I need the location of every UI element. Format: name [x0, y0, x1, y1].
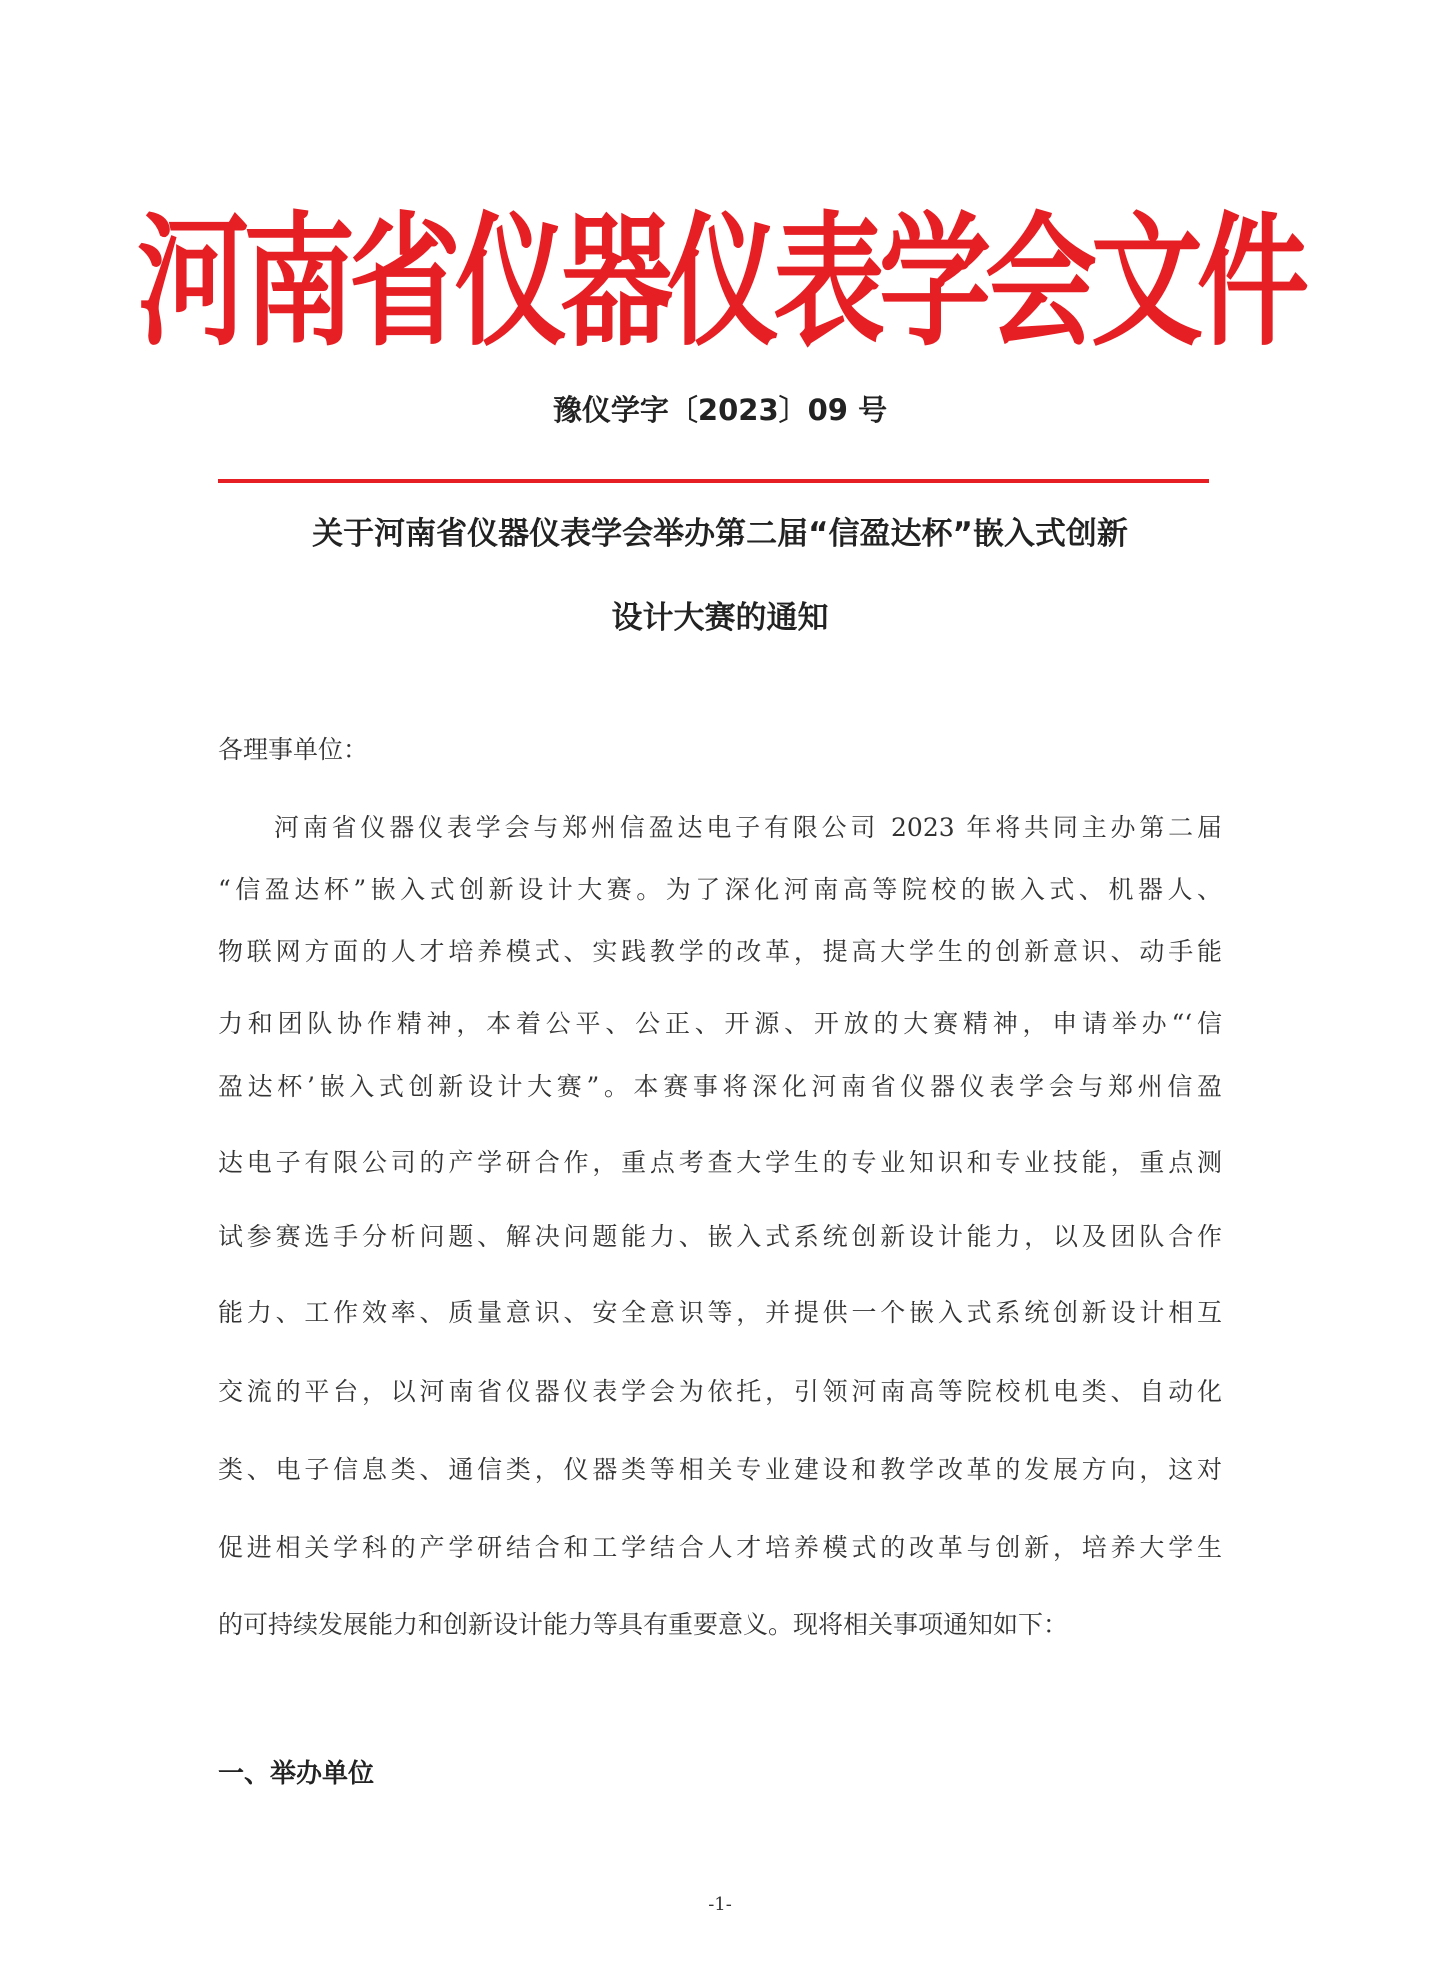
body-paragraph-line: 力和团队协作精神，本着公平、公正、开源、开放的大赛精神，申请举办“‘信 — [218, 1009, 1222, 1038]
page-number: -1- — [708, 1894, 732, 1915]
body-paragraph-line: 试参赛选手分析问题、解决问题能力、嵌入式系统创新设计能力，以及团队合作 — [218, 1222, 1222, 1251]
body-paragraph-line: 交流的平台，以河南省仪器仪表学会为依托，引领河南高等院校机电类、自动化 — [218, 1377, 1222, 1406]
red-divider-line — [218, 479, 1209, 483]
body-paragraph-line: 达电子有限公司的产学研合作，重点考查大学生的专业知识和专业技能，重点测 — [218, 1148, 1222, 1177]
body-paragraph-line: 河南省仪器仪表学会与郑州信盈达电子有限公司 2023 年将共同主办第二届 — [274, 813, 1222, 842]
body-paragraph-line: 类、电子信息类、通信类，仪器类等相关专业建设和教学改革的发展方向，这对 — [218, 1455, 1222, 1484]
masthead-title: 河南省仪器仪表学会文件 — [137, 199, 1303, 367]
body-paragraph-line: 盈达杯’嵌入式创新设计大赛”。本赛事将深化河南省仪器仪表学会与郑州信盈 — [218, 1072, 1222, 1101]
body-paragraph-line: 物联网方面的人才培养模式、实践教学的改革，提高大学生的创新意识、动手能 — [218, 937, 1222, 966]
section-heading-organizer: 一、举办单位 — [218, 1759, 375, 1789]
notice-title-line-2: 设计大赛的通知 — [611, 600, 829, 636]
body-paragraph-line: 促进相关学科的产学研结合和工学结合人才培养模式的改革与创新，培养大学生 — [218, 1533, 1222, 1562]
body-paragraph-line: “信盈达杯”嵌入式创新设计大赛。为了深化河南高等院校的嵌入式、机器人、 — [218, 875, 1222, 904]
salutation: 各理事单位： — [218, 735, 369, 764]
body-paragraph-line: 的可持续发展能力和创新设计能力等具有重要意义。现将相关事项通知如下： — [218, 1610, 1069, 1639]
body-paragraph-line: 能力、工作效率、质量意识、安全意识等，并提供一个嵌入式系统创新设计相互 — [218, 1298, 1222, 1327]
notice-title-line-1: 关于河南省仪器仪表学会举办第二届“信盈达杯”嵌入式创新 — [312, 516, 1128, 552]
document-number: 豫仪学字〔2023〕09 号 — [552, 393, 888, 427]
